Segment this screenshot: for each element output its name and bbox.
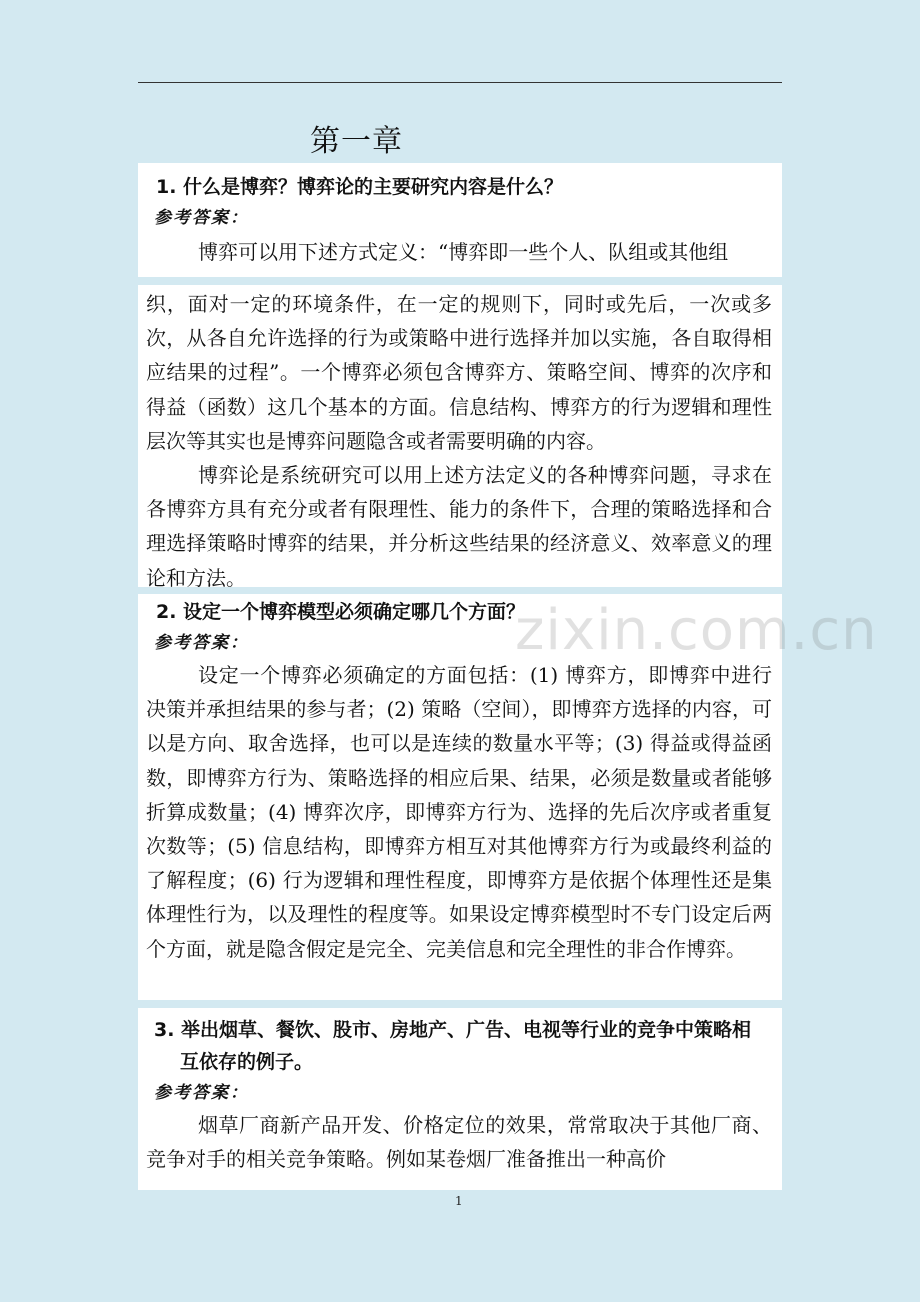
question-2-block <box>138 594 782 1000</box>
question-1-header-block <box>138 163 782 277</box>
answer-label: 参考答案： <box>154 1083 249 1103</box>
answer-label: 参考答案： <box>154 633 249 653</box>
page-number: 1 <box>455 1194 463 1208</box>
question-3-block <box>138 1008 782 1190</box>
question-2-title: 2. 设定一个博弈模型必须确定哪几个方面？ <box>156 601 526 623</box>
question-1-answer-block <box>138 285 782 590</box>
question-3-title: 3. 举出烟草、餐饮、股市、房地产、广告、电视等行业的竞争中策略相互依存的例子。 <box>154 1019 752 1073</box>
header-rule <box>138 82 782 83</box>
chapter-title: 第一章 <box>310 124 403 159</box>
question-1-title: 1. 什么是博弈？博弈论的主要研究内容是什么？ <box>156 176 564 198</box>
watermark-text: zixin.com.cn <box>515 598 878 663</box>
answer-label: 参考答案： <box>154 208 249 228</box>
question-1-paragraph: 织，面对一定的环境条件，在一定的规则下，同时或先后，一次或多次，从各自允许选择的行为或策略中进行选择并加以实施，各自取得相应结果的过程”。一个博弈必须包含博弈方、策略空间、博弈的次序和得益（函数）这几个基本的方面。信息结构、博弈方的行为逻辑和理性层次等其实也是博弈问题隐含或者需要明确的内容。 <box>146 292 772 453</box>
question-3-paragraph: 烟草厂商新产品开发、价格定位的效果，常常取决于其他厂商、竞争对手的相关竞争策略。例如某卷烟厂准备推出一种高价 <box>146 1113 772 1172</box>
question-1-intro: 博弈可以用下述方式定义：“博弈即一些个人、队组或其他组 <box>198 240 729 264</box>
question-1-paragraph: 博弈论是系统研究可以用上述方法定义的各种博弈问题，寻求在各博弈方具有充分或者有限理性、能力的条件下，合理的策略选择和合理选择策略时博弈的结果，并分析这些结果的经济意义、效率意义的理论和方法。 <box>146 463 772 590</box>
question-2-paragraph: 设定一个博弈必须确定的方面包括：(1) 博弈方，即博弈中进行决策并承担结果的参与者；(2) 策略（空间），即博弈方选择的内容，可以是方向、取舍选择，也可以是连续的数量水平等；(3) 得益或得益函数，即博弈方行为、策略选择的相应后果、结果，必须是数量或者能够折算成数量；(4) 博弈次序，即博弈方行为、选择的先后次序或者重复次数等；(5) 信息结构，即博弈方相互对其他博弈方行为或最终利益的了解程度；(6) 行为逻辑和理性程度，即博弈方是依据个体理性还是集体理性行为，以及理性的程度等。如果设定博弈模型时不专门设定后两个方面，就是隐含假定是完全、完美信息和完全理性的非合作博弈。 <box>146 663 772 961</box>
